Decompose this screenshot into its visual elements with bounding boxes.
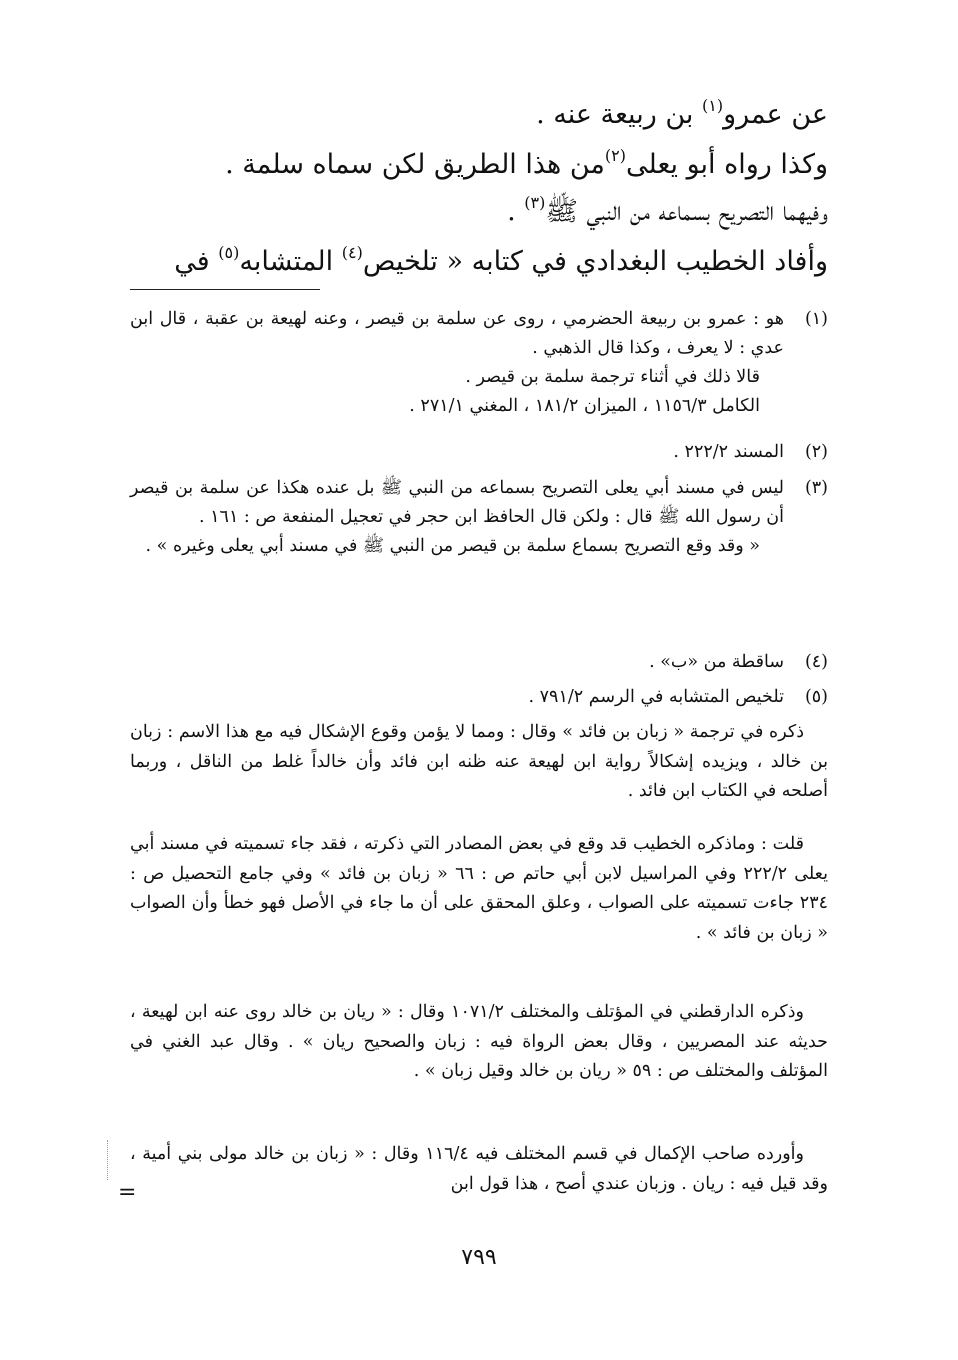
footnote-text: قلت : وماذكره الخطيب قد وقع في بعض المصادر التي ذكرته ، فقد جاء تسميته في مسند أبي يعلى ٢٢٢/٢ وفي المراسيل لابن أبي حاتم ص : ٦٦ « زبان بن فائد » وفي جامع التحصيل ص : ٢٣٤ جاءت تسميته على الصواب ، وعلق المحقق على أن ما جاء في الأصل فهو خطأ وأن الصواب « زبان بن فائد » . — [130, 834, 828, 943]
footnote-number: (٥) — [804, 687, 828, 707]
main-text-line-4 — [110, 242, 828, 282]
footnote-paragraph-2 — [130, 830, 828, 948]
main-text: عن عمرو — [723, 99, 828, 130]
footnote-text: « وقد وقع التصريح بسماع سلمة بن قيصر من النبي ﷺ في مسند أبي يعلى وغيره » . — [145, 536, 760, 556]
footnote-ref-3[interactable]: (٣) — [524, 193, 546, 212]
main-text: المتشابه — [239, 246, 342, 277]
footnote-ref-2[interactable]: (٢) — [604, 146, 626, 165]
footnote-4 — [130, 648, 828, 677]
footnote-ref-5[interactable]: (٥) — [218, 243, 240, 262]
footnote-paragraph-4 — [130, 1140, 828, 1199]
footnote-text: ذكره في ترجمة « زبان بن فائد » وقال : ومما لا يؤمن وقوع الإشكال فيه مع هذا الاسم : زبان بن خالد ، ويزيده إشكالاً رواية ابن لهيعة عنه ظنه ابن فائد وأن خالداً غلط من الناقل ، وربما أصلحه في الكتاب ابن فائد . — [130, 722, 828, 801]
footnote-number: (١) — [804, 309, 828, 329]
footnote-3 — [130, 474, 828, 561]
main-text-line-3 — [110, 192, 828, 232]
footnote-ref-4[interactable]: (٤) — [341, 243, 363, 262]
footnote-text: وذكره الدارقطني في المؤتلف والمختلف ١٠٧١/٢ وقال : « ريان بن خالد روى عنه ابن لهيعة ، حديثه عند المصريين ، وقال بعض الرواة فيه : زبان والصحيح ريان » . وقال عبد الغني في المؤتلف والمختلف ص : ٥٩ « ريان بن خالد وقيل زبان » . — [130, 1002, 828, 1081]
main-text: وكذا رواه أبو يعلى — [626, 149, 828, 180]
footnote-text: وأورده صاحب الإكمال في قسم المختلف فيه ١١٦/٤ وقال : « زبان بن خالد مولى بني أمية ، وقد قيل فيه : ريان . وزبان عندي أصح ، هذا قول ابن — [130, 1144, 828, 1194]
footnote-text: ساقطة من «ب» . — [649, 652, 784, 672]
footnote-number: (٢) — [804, 442, 828, 462]
footnote-text: هو : عمرو بن ربيعة الحضرمي ، روى عن سلمة بن قيصر ، وعنه لهيعة بن عقبة ، قال ابن عدي : لا يعرف ، وكذا قال الذهبي . — [130, 309, 784, 358]
footnote-separator — [130, 289, 320, 290]
main-text-line-2 — [110, 145, 828, 185]
footnote-number: (٤) — [804, 652, 828, 672]
footnote-text: الكامل ١١٥٦/٣ ، الميزان ١٨١/٢ ، المغني ٢٧١/١ . — [409, 396, 760, 416]
footnote-number: (٣) — [804, 478, 828, 498]
footnote-text: المسند ٢٢٢/٢ . — [673, 442, 784, 462]
main-text: . — [507, 196, 525, 227]
main-text: من هذا الطريق لكن سماه سلمة . — [225, 149, 605, 180]
main-text: بن ربيعة عنه . — [536, 99, 702, 130]
footnote-1 — [130, 305, 828, 421]
footnote-text: ليس في مسند أبي يعلى التصريح بسماعه من النبي ﷺ بل عنده هكذا عن سلمة بن قيصر أن رسول الله ﷺ قال : ولكن قال الحافظ ابن حجر في تعجيل المنفعة ص : ١٦١ . — [130, 478, 784, 527]
page-number: ٧٩٩ — [461, 1245, 497, 1270]
footnote-paragraph-1 — [130, 718, 828, 807]
footnote-text: تلخيص المتشابه في الرسم ٧٩١/٢ . — [528, 687, 784, 707]
main-text: في — [174, 246, 219, 277]
footnote-paragraph-3 — [130, 998, 828, 1087]
main-text-line-1 — [110, 95, 828, 135]
main-text: وأفاد الخطيب البغدادي في كتابه « تلخيص — [362, 246, 828, 277]
footnote-ref-1[interactable]: (١) — [702, 96, 724, 115]
continuation-mark: = — [118, 1180, 137, 1205]
margin-mark — [107, 1140, 108, 1180]
footnote-5 — [130, 683, 828, 712]
main-text: وفيهما التصريح بسماعه من النبي ﷺ — [545, 196, 828, 227]
footnote-text: قالا ذلك في أثناء ترجمة سلمة بن قيصر . — [465, 367, 760, 387]
footnote-2 — [130, 438, 828, 467]
